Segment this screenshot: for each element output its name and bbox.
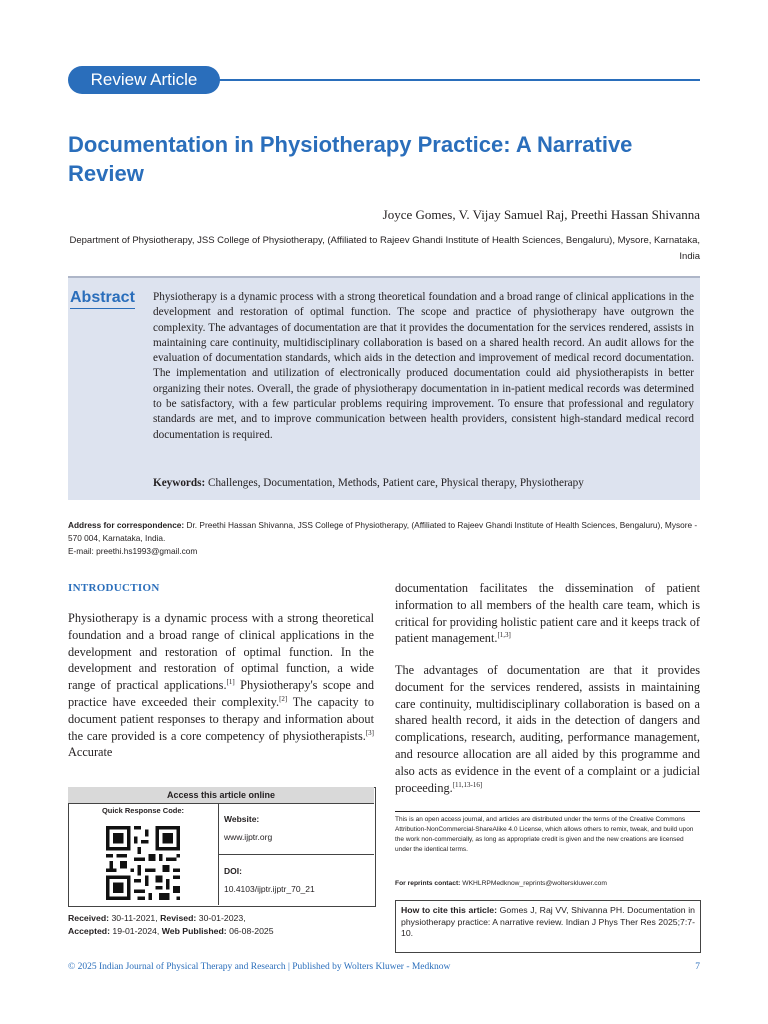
access-box-header: Access this article online <box>68 787 374 804</box>
citation-ref[interactable]: [1] <box>226 678 235 687</box>
article-type-badge: Review Article <box>68 66 220 94</box>
how-to-cite-box <box>395 900 701 953</box>
page-number: 7 <box>695 962 700 972</box>
article-title: Documentation in Physiotherapy Practice: A Narrative Review <box>68 132 633 186</box>
keywords-label: Keywords: <box>153 477 206 489</box>
published-date: 06-08-2025 <box>229 926 274 936</box>
affiliation: Department of Physiotherapy, JSS College of Physiotherapy, (Affiliated to Rajeev Ghandi Institute of Health Sciences, Bengaluru), Mysore, Karnataka, India <box>69 235 700 262</box>
correspondence-text: Dr. Preethi Hassan Shivanna, JSS College of Physiotherapy, (Affiliated to Rajeev Ghandi Institute of Health Sciences, Bengaluru), Mysore - 570 004, Karnataka, India. <box>68 520 698 543</box>
intro-paragraph-1 <box>68 610 374 761</box>
authors: Joyce Gomes, V. Vijay Samuel Raj, Preethi Hassan Shivanna <box>382 207 700 222</box>
correspondence <box>68 519 700 558</box>
revised-date: 30-01-2023, <box>198 913 246 923</box>
abstract-text: Physiotherapy is a dynamic process with a strong theoretical foundation and a broad range of clinical applications in the development and restoration of optimal function. The scope and practice of physiotherapy have outgrown the complexity. The advantages of documentation are that it provides the documentation for the services rendered, assists in maintaining care continuity, multidisciplinary collaboration is based on a shared health record. An audit allows for the evaluation of documentation standards, which aids in the detection and improvement of medical record documentation. The implementation and utilization of electronically produced documentation could aid physiotherapists in better organizing their notes. Overall, the grade of physiotherapy documentation in in-patient medical records was determined to be satisfactory, with a few particular problems requiring improvement. To ensure that professional and regulatory standards are met, and to improve communication between health providers, consistent high-standard medical record documentation is required. <box>153 291 694 441</box>
reprints-label: For reprints contact: <box>395 880 461 887</box>
intro-paragraph-2 <box>395 580 700 647</box>
citation-ref[interactable]: [2] <box>279 694 288 703</box>
cite-text: Gomes J, Raj VV, Shivanna PH. Documentation in physiotherapy practice: A narrative review. Indian J Phys Ther Res 2025;7:7-10. <box>401 905 695 938</box>
cite-label: How to cite this article: <box>401 905 497 915</box>
website-label: Website: <box>224 814 260 824</box>
citation-ref[interactable]: [1,3] <box>497 631 511 640</box>
qr-code-icon[interactable] <box>106 826 180 900</box>
received-date: 30-11-2021, <box>111 913 158 923</box>
revised-label: Revised: <box>160 913 197 923</box>
intro-text: Accurate <box>68 745 113 760</box>
qr-label: Quick Response Code: <box>101 806 185 815</box>
correspondence-email[interactable]: E-mail: preethi.hs1993@gmail.com <box>68 546 198 556</box>
access-divider <box>219 854 374 855</box>
intro-text: The capacity to document patient responses to therapy and information about the care provided is a core competency of physiotherapists. <box>68 694 374 743</box>
open-access-rule <box>395 811 700 812</box>
article-dates <box>68 912 374 938</box>
accepted-label: Accepted: <box>68 926 110 936</box>
intro-paragraph-3 <box>395 662 700 796</box>
intro-text: Physiotherapy is a dynamic process with a strong theoretical foundation and a broad range of clinical applications in the development and restoration of optimal function. In the development and restoration of optimal function, a wide range of practical applications. <box>68 611 374 693</box>
doi-label: DOI: <box>224 866 242 876</box>
intro-text: The advantages of documentation are that it provides document for the services rendered, assists in maintaining care continuity, multidisciplinary collaboration is based on a shared health record, it aids in the detection of dangers and complications, research, auditing, performance management, and resource allocation are all aided by this programme and also acts as evidence in the event of a complaint or a judicial proceeding. <box>395 663 700 795</box>
accepted-date: 19-01-2024, <box>112 926 160 936</box>
correspondence-label: Address for correspondence: <box>68 520 185 530</box>
intro-text: documentation facilitates the dissemination of patient information to all members of the health care team, which is critical for providing holistic patient care and it keeps track of patient management. <box>395 581 700 646</box>
page-footer: © 2025 Indian Journal of Physical Therapy and Research | Published by Wolters Kluwer - Medknow <box>68 962 451 972</box>
keywords-list: Challenges, Documentation, Methods, Patient care, Physical therapy, Physiotherapy <box>208 477 584 489</box>
keywords <box>153 477 694 489</box>
section-heading-introduction: INTRODUCTION <box>68 582 160 594</box>
reprints-email[interactable]: WKHLRPMedknow_reprints@wolterskluwer.com <box>462 880 607 887</box>
intro-text: Physiotherapy's scope and practice have exceeded their complexity. <box>68 678 374 709</box>
website-link[interactable]: www.ijptr.org <box>224 832 273 842</box>
published-label: Web Published: <box>161 926 227 936</box>
header-rule <box>205 79 700 81</box>
received-label: Received: <box>68 913 110 923</box>
citation-ref[interactable]: [3] <box>365 728 374 737</box>
abstract-label: Abstract <box>70 289 135 309</box>
doi-link[interactable]: 10.4103/ijptr.ijptr_70_21 <box>224 884 315 894</box>
reprints-contact <box>395 880 700 887</box>
citation-ref[interactable]: [11,13-16] <box>452 780 483 789</box>
open-access-notice: This is an open access journal, and articles are distributed under the terms of the Creative Commons Attribution-NonCommercial-ShareAlike 4.0 License, which allows others to remix, tweak, and build upon the work non-commercially, as long as appropriate credit is given and the new creations are licensed under the identical terms. <box>395 816 694 853</box>
